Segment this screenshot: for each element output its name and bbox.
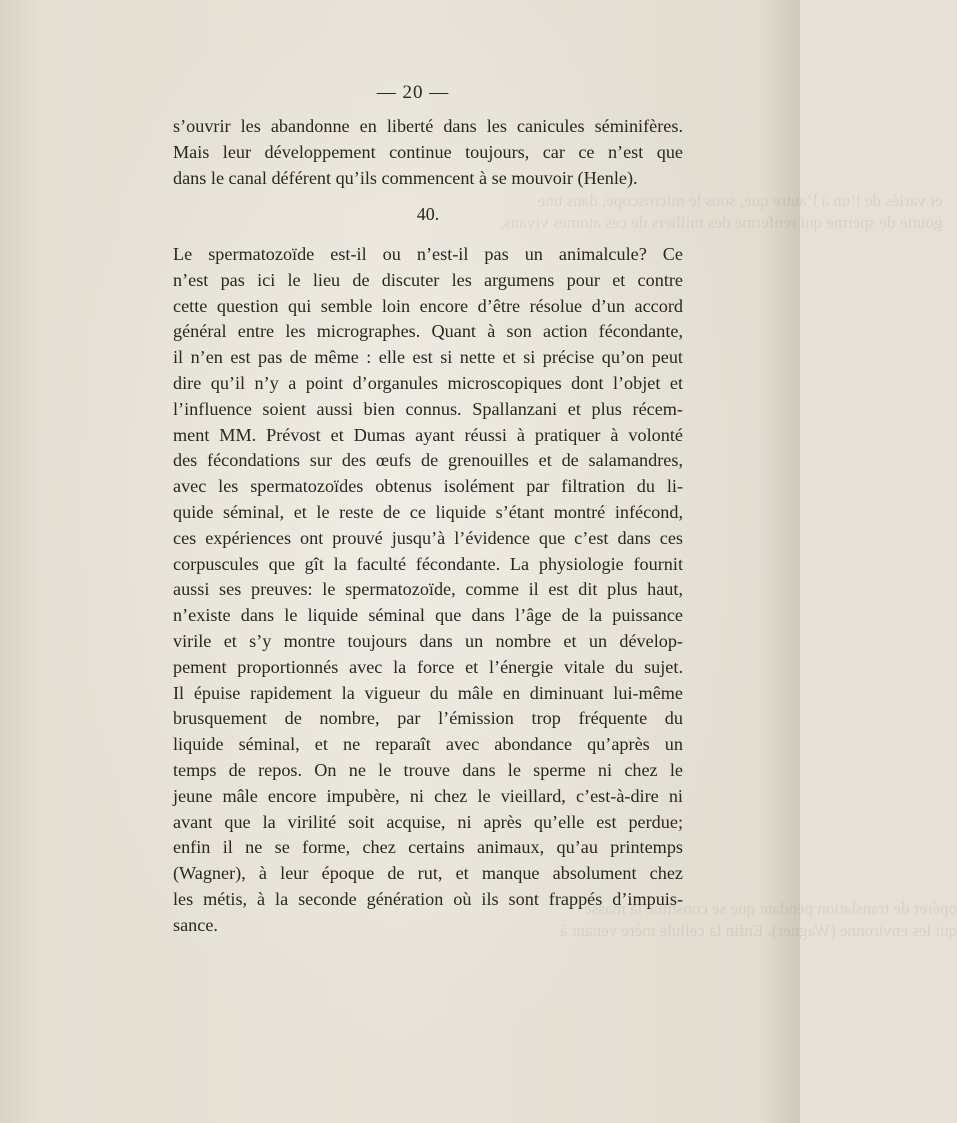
text-line: aussi ses preuves: le spermatozoïde, comme il est dit plus haut, xyxy=(173,579,683,600)
text-line: brusquement de nombre, par l’émission trop fréquente du xyxy=(173,708,683,729)
text-line: des fécondations sur des œufs de grenouilles et de salamandres, xyxy=(173,450,683,471)
text-line: quide séminal, et le reste de ce liquide s’étant montré infécond, xyxy=(173,501,683,522)
text-line: n’existe dans le liquide séminal que dans l’âge de la puissance xyxy=(173,605,683,626)
text-line: général entre les micrographes. Quant à son action fécondante, xyxy=(173,321,683,342)
text-line: ment MM. Prévost et Dumas ayant réussi à pratiquer à volonté xyxy=(173,424,683,445)
text-line: jeune mâle encore impubère, ni chez le vieillard, c’est-à-dire ni xyxy=(173,785,683,806)
text-line: cette question qui semble loin encore d’être résolue d’un accord xyxy=(173,295,683,316)
text-line: pement proportionnés avec la force et l’énergie vitale du sujet. xyxy=(173,656,683,677)
show-through-line: et variés de l’un à l’autre que, sous le microscope, dans une xyxy=(537,191,943,210)
text-line: avec les spermatozoïdes obtenus isolément par filtration du li- xyxy=(173,476,683,497)
text-line: les métis, à la seconde génération où ils sont frappés d’impuis- xyxy=(173,888,683,909)
section-number: 40. xyxy=(416,204,440,224)
text-line: (Wagner), à leur époque de rut, et manque absolument chez xyxy=(173,863,683,884)
show-through-line: qui les environne (Wagner). Enfin la cellule mère venant à xyxy=(560,921,957,940)
show-through-line: goutte de sperme qui renferme des milliers de ces atomes vivans, xyxy=(500,213,943,232)
text-line: liquide séminal, et ne reparaît avec abondance qu’après un xyxy=(173,734,683,755)
text-line: dire qu’il n’y a point d’organules microscopiques dont l’objet et xyxy=(173,372,683,393)
paragraph-1 xyxy=(173,114,683,191)
page-number: — 20 — xyxy=(376,82,450,103)
text-line: sance. xyxy=(173,914,218,935)
text-line: n’est pas ici le lieu de discuter les argumens pour et contre xyxy=(173,269,683,290)
text-line: avant que la virilité soit acquise, ni après qu’elle est perdue; xyxy=(173,811,683,832)
text-line: temps de repos. On ne le trouve dans le sperme ni chez le xyxy=(173,759,683,780)
text-line: ces expériences ont prouvé jusqu’à l’évidence que c’est dans ces xyxy=(173,527,683,548)
text-line: s’ouvrir les abandonne en liberté dans les canicules séminifères. xyxy=(173,116,683,136)
text-line: dans le canal déférent qu’ils commencent à se mouvoir (Henle). xyxy=(173,167,638,188)
show-through-text-bottom xyxy=(560,898,957,942)
show-through-line: opérer de translation pendant que se constitue la masse xyxy=(584,899,957,918)
text-line: Mais leur développement continue toujours, car ce n’est que xyxy=(173,141,683,162)
text-line: virile et s’y montre toujours dans un nombre et un dévelop- xyxy=(173,630,683,651)
text-line: il n’en est pas de même : elle est si nette et si précise qu’on peut xyxy=(173,347,683,368)
text-line: Il épuise rapidement la vigueur du mâle en diminuant lui-même xyxy=(173,682,683,703)
text-line: l’influence soient aussi bien connus. Spallanzani et plus récem- xyxy=(173,398,683,419)
text-line: corpuscules que gît la faculté fécondante. La physiologie fournit xyxy=(173,553,683,574)
text-line: enfin il ne se forme, chez certains animaux, qu’au printemps xyxy=(173,837,683,858)
text-line: Le spermatozoïde est-il ou n’est-il pas un animalcule? Ce xyxy=(173,244,683,264)
paragraph-2 xyxy=(173,242,683,939)
